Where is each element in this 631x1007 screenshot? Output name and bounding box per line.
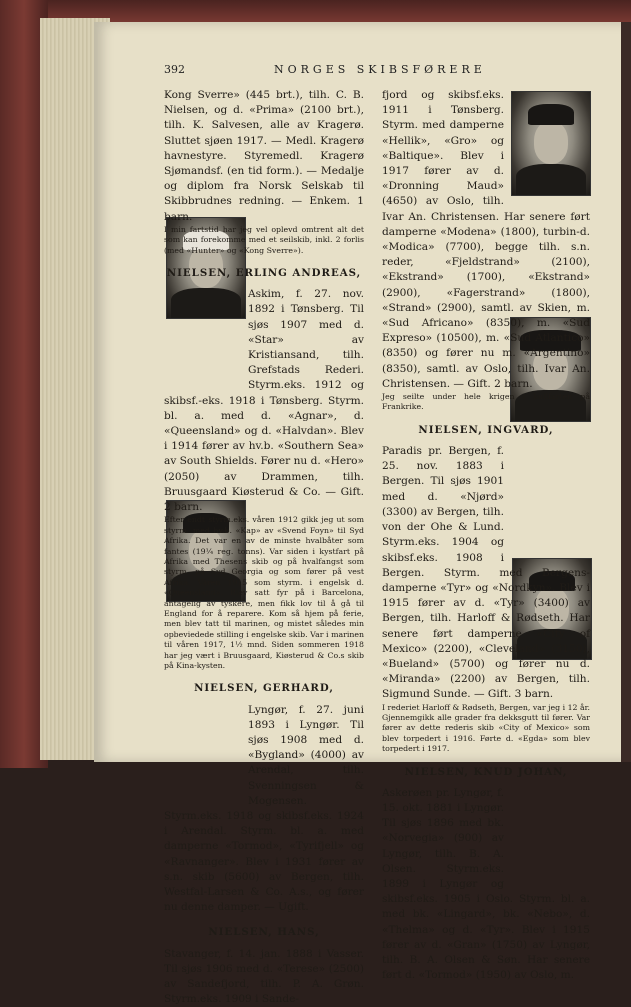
page-number: 392 <box>164 63 185 76</box>
heading-ingvard: NIELSEN, INGVARD, <box>418 423 554 436</box>
book-right-edge <box>621 22 631 762</box>
gerhard-text: Lyngør, f. 27. juni 1893 i Lyngør. Til sjøs 1908 med d. «Bygland» (4000) av Arendal, tilh. Svenningsen & Mogensen. Styrm.eks. 1918 og skibsf.eks. 1924 i Arendal. Styrm. bl. a. med damperne «Tormod», «Tyrifjell» og «Ravnanger». Blev i 1931 fører av s.n. skib (5600) av Bergen, tilh. Westfal-Larsen & Co. A.s., og fører nu denne damper. — Ugift. <box>164 703 364 914</box>
heading-gerhard: NIELSEN, GERHARD, <box>194 682 334 695</box>
ingvard-text: Paradis pr. Bergen, f. 25. nov. 1883 i Bergen. Til sjøs 1901 med d. «Njørd» (3300) av Bergen, tilh. von der Ohe & Lund. Styrm.eks. 1904 og skibsf.eks. 1908 i Bergen. Styrm. med Bergens-damperne «Tyr» og «Nordkyn». Blev i 1915 fører av d. «Tyr» (3400) av Bergen, tilh. Harloff & Rødseth. Har senere ført damperne «City of Mexico» (2200), «Cleveland» (3150), «Bueland» (5700) og fører nu d. «Miranda» (2200) av Bergen, tilh. Sigmund Sunde. — Gift. 3 barn. <box>382 445 590 701</box>
intro-text: Kong Sverre» (445 brt.), tilh. C. B. Nielsen, og d. «Prima» (2100 brt.), tilh. K. Salvesen, alle av Kragerø. Sluttet sjøen 1917. — Medl. Kragerø havnestyre. Styremedl. Kragerø Sjømandsf. (en tid form.). — Medalje og diplom fra Norsk Selskab til Skibbrudnes redning. — Enkem. 1 barn. <box>164 89 364 223</box>
erling-note: Efter endt styrm.eks. våren 1912 gikk jeg ut som styrm. med hv.b. «Kap» av «Svend Foyn» til Syd Afrika. Det var en av de minste hvalbåter som fantes (19¼ reg. tonns). Var siden i kystfart på Afrika med Thesens skib og på hvalfangst som styrm. på Syd Georgia og som fører på vest Afrika. Våren 1915 som styrm. i engelsk d. «Queensland». Blev satt fyr på i Barcelona, antagelig av tyskere, men fikk lov til å gå til England for å reparere. Kom så hjem på ferie, men blev tatt til marinen, og mistet således min opbeviedede stilling i engelske skib. Var i marinen til våren 1917, 1½ mnd. Siden sommeren 1918 har jeg vært i Bruusgaard, Kiøsterud & Co.s skib på Kina-kysten. <box>164 515 364 670</box>
intro-note: I min fartstid har jeg vel oplevd omtrent alt det som kan forekomme med et seilskib, inkl. 2 forlis (med «Hunter» og «Kong Sverre»). <box>164 224 364 255</box>
hans-cont-text: fjord og skibsf.eks. 1911 i Tønsberg. Styrm. med damperne «Hellik», «Gro» og «Baltique». Blev i 1917 fører av d. «Dronning Maud» (4650) av Oslo, tilh. Ivar An. Christensen. Har senere ført damperne «Modena» (1800), turbin-d. «Modica» (7700), begge tilh. s.n. reder, «Fjeldstrand» (2100), «Ekstrand» (1700), «Ekstrand» (2900), «Fagerstrand» (1800), «Strand» (2900), samtl. av Skien, m. «Sud Africano» (8350), m. «Sud Expreso» (10500), m. «Sud Atlantico» (8350) og fører nu m. «Argentino» (8350), samtl. av Oslo, tilh. Ivar An. Christensen. — Gift. 2 barn. <box>382 89 590 390</box>
column-right <box>382 88 590 983</box>
heading-erling: NIELSEN, ERLING ANDREAS, <box>166 267 362 280</box>
heading-hans: NIELSEN, HANS, <box>208 926 320 939</box>
heading-knud: NIELSEN, KNUD JOHAN, <box>404 765 568 778</box>
page-title: NORGES SKIBSFØRERE <box>274 63 486 76</box>
hans-text: Stavanger, f. 14. jan. 1888 i Vasser. Til sjøs 1906 med d. «Terese» (2500) av Sandefjord, tilh. P. A. Grøn. Styrm.eks. 1909 i Sande- <box>164 947 364 1006</box>
knud-text: Askerøen pr. Lyngør, f. 15. okt. 1881 i Lyngør. Til sjøs 1896 med bk. «Norvegia» (900) av Lyngør, tilh. B. A. Olsen. Styrm.eks. 1899 i Lyngør og skibsf.eks. 1905 i Oslo. Styrm. bl. a. med bk. «Lingard», bk. «Nebo», d. «Thelma» og d. «Tyr». Blev i 1915 fører av d. «Gran» (1750) av Lyngør, tilh. B. A. Olsen & Søn. Har senere ført d. «Tormod» (1950) av Oslo, m. <box>382 786 590 982</box>
column-left <box>164 88 364 1007</box>
erling-text: Askim, f. 27. nov. 1892 i Tønsberg. Til sjøs 1907 med d. «Star» av Kristiansand, tilh. Grefstads Rederi. Styrm.eks. 1912 og skibsf.-eks. 1918 i Tønsberg. Styrm. bl. a. med d. «Agnar», d. «Queensland» og d. «Halvdan». Blev i 1914 fører av hv.b. «Southern Sea» av South Shields. Fører nu d. «Hero» (2050) av Drammen, tilh. Bruusgaard Kiøsterud & Co. — Gift. 2 barn. <box>164 288 365 514</box>
ingvard-note: I rederiet Harloff & Rødseth, Bergen, var jeg i 12 år. Gjennemgikk alle grader fra dekksgutt til fører. Var fører av dette rederis skib «City of Mexico» som blev torpedert i 1916. Førte d. «Egda» som blev torpedert i 1917. <box>382 702 590 754</box>
hans-cont-note: Jeg seilte under hele krigen i kullfarten på Frankrike. <box>382 392 590 412</box>
page-header <box>164 63 604 79</box>
